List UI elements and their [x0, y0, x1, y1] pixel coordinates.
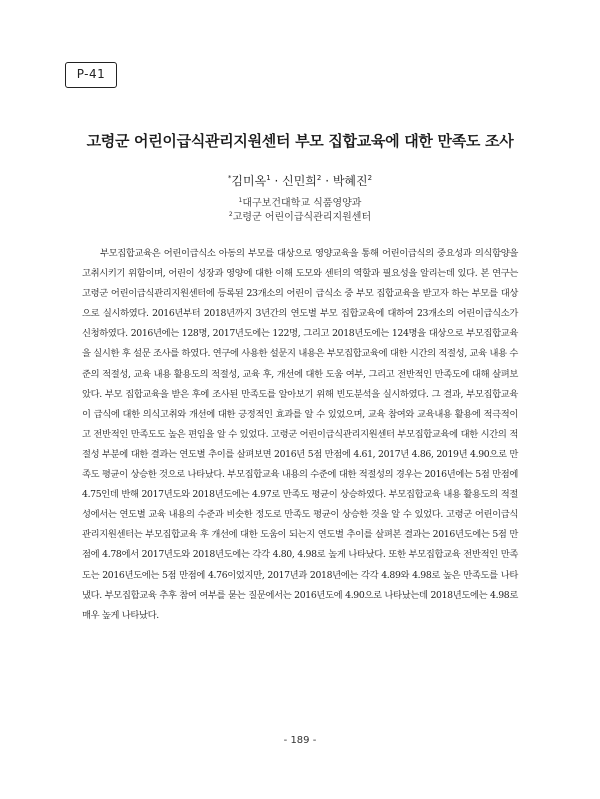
abstract-body: 부모집합교육은 어린이급식소 아동의 부모를 대상으로 영양교육을 통해 어린이급식의 중요성과 의식함양을 고취시키기 위함이며, 어린이 성장과 영양에 대한 이해 도모와 센터의 역할과 필요성을 알리는데 있다. 본 연구는 고령군 어린이급식관리지원센터에 등록된 23개소의 어린이 급식소 중 부모 집합교육을 받고자 하는 부모를 대상으로 실시하였다. 2016년부터 2018년까지 3년간의 연도별 부모 집합교육에 대하여 23개소의 어린이급식소가 신청하였다. 2016년에는 128명, 2017년도에는 122명, 그리고 2018년도에는 124명을 대상으로 부모집합교육을 실시한 후 설문 조사를 하였다. 연구에 사용한 설문지 내용은 부모집합교육에 대한 시간의 적절성, 교육 내용 수준의 적절성, 교육 내용 활용도의 적절성, 교육 후, 개선에 대한 도움 여부, 그리고 전반적인 만족도에 대해 살펴보았다. 부모 집합교육을 받은 후에 조사된 만족도를 알아보기 위해 빈도분석을 실시하였다. 그 결과, 부모집합교육이 급식에 대한 의식고취와 개선에 대한 긍정적인 효과를 알 수 있었으며, 교육 참여와 교육내용 활용에 적극적이고 전반적인 만족도도 높은 편임을 알 수 있었다. 고령군 어린이급식관리지원센터 부모집합교육에 대한 시간의 적절성 부분에 대한 결과는 연도별 추이를 살펴보면 2016년 5점 만점에 4.61, 2017년 4.86, 2019년 4.90으로 만족도 평균이 상승한 것으로 나타났다. 부모집합교육 내용의 수준에 대한 적절성의 경우는 2016년에는 5점 만점에 4.75인데 반해 2017년도와 2018년도에는 4.97로 만족도 평균이 상승하였다. 부모집합교육 내용 활용도의 적절성에서는 연도별 교육 내용의 수준과 비슷한 정도로 만족도 평균이 상승한 것을 알 수 있었다. 고령군 어린이급식관리지원센터는 부모집합교육 후 개선에 대한 도움이 되는지 연도별 추이를 살펴본 결과는 2016년도에는 5점 만점에 4.78에서 2017년도와 2018년도에는 각각 4.80, 4.98로 높게 나타났다. 또한 부모집합교육 전반적인 만족도는 2016년도에는 5점 만점에 4.76이었지만, 2017년과 2018년에는 각각 4.89와 4.98로 높은 만족도를 나타냈다. 부모집합교육 추후 참여 여부를 묻는 질문에서는 2016년도에 4.90으로 나타났는데 2018년도에는 4.98로 매우 높게 나타났다. — [82, 248, 518, 621]
author-name: 신민희 — [282, 174, 317, 188]
author-separator: · — [270, 174, 283, 188]
affiliation-text: 대구보건대학교 식품영양과 — [242, 198, 362, 209]
author-name: 박혜진 — [332, 174, 368, 188]
author-affiliation-mark: 2 — [367, 174, 373, 182]
paper-title: 고령군 어린이급식관리지원센터 부모 집합교육에 대한 만족도 조사 — [86, 132, 514, 150]
affiliation-number: 1 — [238, 197, 243, 204]
affiliation-number: 2 — [228, 211, 233, 218]
page-number: - 189 - — [283, 735, 317, 746]
author-line — [40, 172, 560, 189]
affiliation-text: 고령군 어린이급식관리지원센터 — [232, 212, 372, 223]
author-affiliation-mark: 1 — [266, 174, 271, 182]
author-affiliation-mark: 2 — [316, 174, 322, 182]
page-id-badge: P-41 — [65, 62, 117, 88]
affiliation — [40, 194, 560, 209]
affiliation — [40, 208, 560, 223]
author-separator: · — [321, 174, 333, 188]
author-name: 김미옥 — [231, 174, 267, 188]
corresponding-mark: * — [227, 174, 232, 182]
